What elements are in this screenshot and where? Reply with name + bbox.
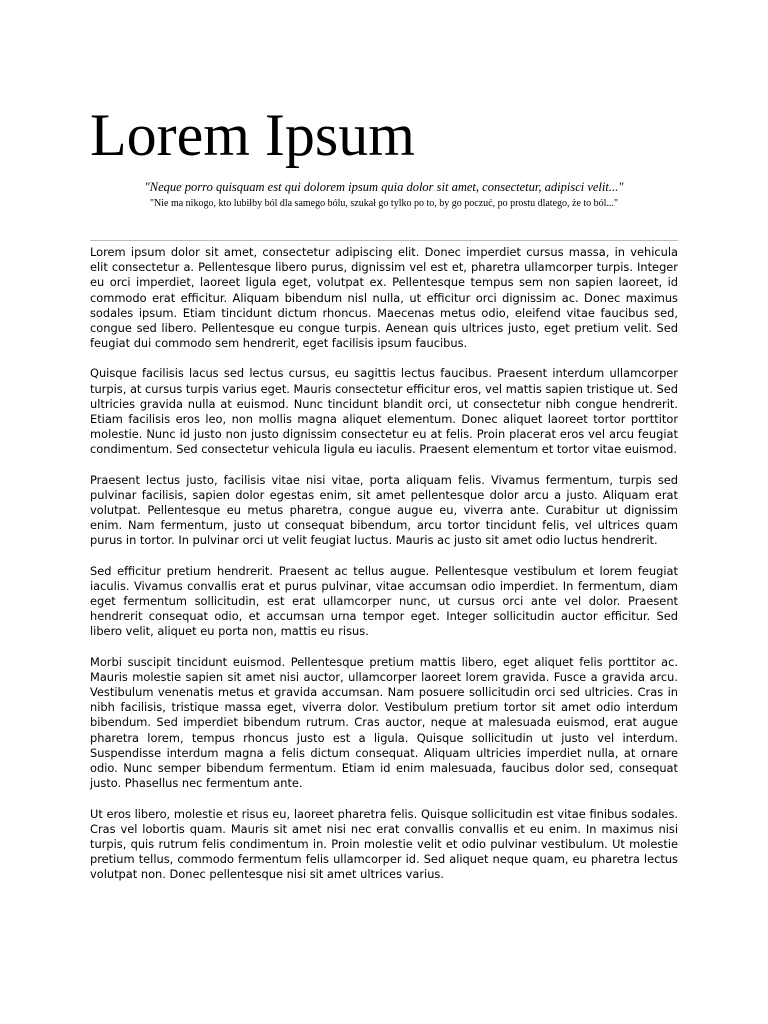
paragraph-2: Quisque facilisis lacus sed lectus cursus, eu sagittis lectus faucibus. Praesent interdum ullamcorper turpis, at cursus turpis varius eget. Mauris consectetur efficitur eros, vel mattis sapien tristique ut. Sed ultricies gravida nulla at euismod. Nunc tincidunt blandit orci, ut consectetur nibh congue hendrerit. Etiam facilisis eros leo, non mollis magna aliquet elementum. Donec aliquet laoreet tortor porttitor molestie. Nunc id justo non justo dignissim consectetur eu at felis. Proin placerat eros vel arcu feugiat condimentum. Sed consectetur vehicula ligula eu iaculis. Praesent elementum et tortor vitae euismod. [90, 366, 678, 457]
document-title: Lorem Ipsum [90, 102, 415, 168]
paragraph-5: Morbi suscipit tincidunt euismod. Pellentesque pretium mattis libero, eget aliquet felis porttitor ac. Mauris molestie sapien sit amet nisi auctor, ullamcorper laoreet lorem gravida. Fusce a gravida arcu. Vestibulum venenatis metus et gravida accumsan. Nam posuere sollicitudin orci sed ultricies. Cras in nibh facilisis, tristique massa eget, viverra dolor. Vestibulum pretium tortor sit amet odio interdum bibendum. Sed imperdiet bibendum rutrum. Cras auctor, neque at malesuada euismod, erat augue pharetra lorem, tempus rhoncus justo est a ligula. Quisque sollicitudin ut justo vel interdum. Suspendisse interdum magna a felis dictum consequat. Aliquam ultricies imperdiet nulla, at ornare odio. Nunc semper bibendum fermentum. Etiam id enim malesuada, faucibus dolor sed, consequat justo. Phasellus nec fermentum ante. [90, 654, 678, 791]
paragraph-1: Lorem ipsum dolor sit amet, consectetur adipiscing elit. Donec imperdiet cursus massa, in vehicula elit consectetur a. Pellentesque libero purus, dignissim vel est et, pharetra ullamcorper turpis. Integer eu orci imperdiet, laoreet ligula eget, volutpat ex. Pellentesque tempus sem non sapien laoreet, id commodo erat efficitur. Aliquam bibendum nisl nulla, ut efficitur orci dignissim ac. Donec maximus sodales ipsum. Etiam tincidunt dictum rhoncus. Maecenas metus odio, eleifend vitae faucibus sed, congue sed libero. Pellentesque eu congue turpis. Aenean quis ultrices justo, eget pretium velit. Sed feugiat dui commodo sem hendrerit, eget facilisis ipsum faucibus. [90, 245, 678, 351]
latin-quote: "Neque porro quisquam est qui dolorem ipsum quia dolor sit amet, consectetur, adipisci velit..." [144, 180, 624, 194]
horizontal-divider [90, 240, 678, 241]
paragraph-4: Sed efficitur pretium hendrerit. Praesent ac tellus augue. Pellentesque vestibulum et lorem feugiat iaculis. Vivamus convallis erat et purus pulvinar, vitae accumsan odio imperdiet. In fermentum, diam eget fermentum sollicitudin, est erat ullamcorper nunc, ut cursus orci ante vel dolor. Praesent hendrerit consequat odio, et accumsan urna tempor eget. Integer sollicitudin auctor efficitur. Sed libero velit, aliquet eu porta non, mattis eu risus. [90, 563, 678, 639]
paragraph-3: Praesent lectus justo, facilisis vitae nisi vitae, porta aliquam felis. Vivamus fermentum, turpis sed pulvinar facilisis, sapien dolor egestas enim, sit amet pellentesque dolor arcu a justo. Aliquam erat volutpat. Pellentesque eu metus pharetra, congue augue eu, viverra ante. Curabitur ut dignissim enim. Nam fermentum, justo ut consequat bibendum, arcu tortor tincidunt felis, vel ultrices quam purus in tortor. In pulvinar orci ut velit feugiat luctus. Mauris ac justo sit amet odio luctus hendrerit. [90, 472, 678, 548]
body-text [90, 245, 678, 898]
polish-quote: "Nie ma nikogo, kto lubiłby ból dla samego bólu, szukał go tylko po to, by go poczuć, po prostu dlatego, że to ból..." [149, 198, 619, 209]
paragraph-6: Ut eros libero, molestie et risus eu, laoreet pharetra felis. Quisque sollicitudin est vitae finibus sodales. Cras vel lobortis quam. Mauris sit amet nisi nec erat convallis convallis et eu enim. In maximus nisi turpis, quis rutrum felis condimentum in. Proin molestie velit et odio pulvinar vestibulum. Ut molestie pretium tellus, commodo fermentum felis ullamcorper id. Sed aliquet neque quam, eu pharetra lectus volutpat non. Donec pellentesque nisi sit amet ultrices varius. [90, 806, 678, 882]
